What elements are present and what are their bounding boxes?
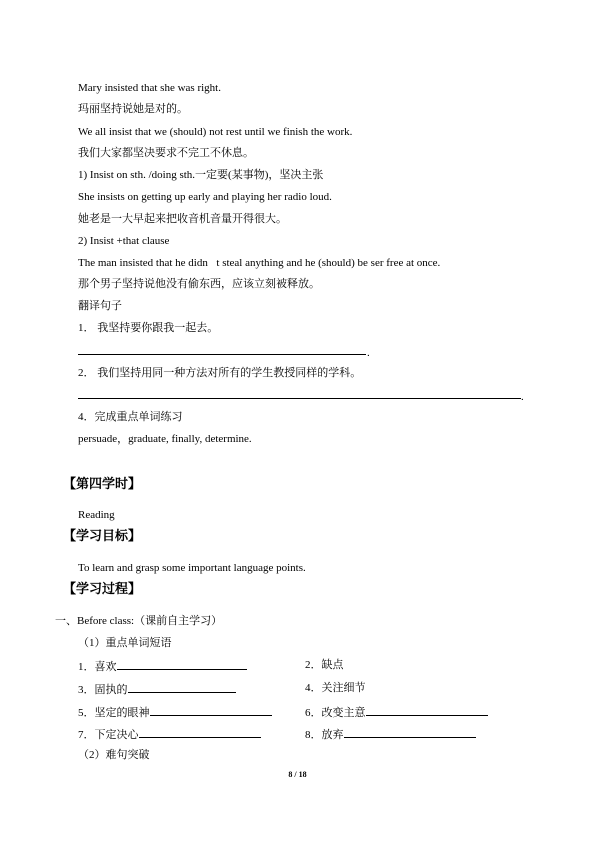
section-heading: 【第四学时】 (63, 476, 142, 491)
text-line: She insists on getting up early and playing her radio loud. (78, 191, 332, 203)
vocab-label: 1．喜欢 (78, 661, 117, 673)
section-heading: 【学习目标】 (63, 528, 142, 543)
vocab-label: 3．固执的 (78, 684, 128, 696)
vocab-blank[interactable] (150, 704, 272, 716)
answer-period: . (367, 347, 370, 359)
text-line: 2) Insist +that clause (78, 235, 170, 247)
answer-period: . (521, 391, 524, 403)
vocab-item (78, 658, 247, 674)
vocab-blank[interactable] (139, 726, 261, 738)
text-line: 1) Insist on sth. /doing sth.一定要(某事物)，坚决主张 (78, 169, 324, 181)
before-class-title: 一、Before class:（课前自主学习） (55, 615, 223, 627)
text-line: Mary insisted that she was right. (78, 82, 221, 94)
text-line: persuade，graduate, finally, determine. (78, 433, 252, 445)
vocab-item (78, 726, 261, 742)
vocab-item (78, 704, 272, 720)
vocab-blank[interactable] (344, 726, 476, 738)
vocab-item (305, 726, 476, 742)
vocab-label: 5．坚定的眼神 (78, 707, 150, 719)
text-line: The man insisted that he didn t steal anything and he (should) be ser free at once. (78, 257, 441, 269)
vocab-item (305, 704, 488, 720)
text-line: 她老是一大早起来把收音机音量开得很大。 (78, 213, 287, 225)
vocab-blank[interactable] (117, 658, 247, 670)
vocab-label: 7．下定决心 (78, 729, 139, 741)
section-heading: 【学习过程】 (63, 581, 142, 596)
vocab-item (305, 658, 344, 672)
vocab-item (78, 681, 236, 697)
text-line: 那个男子坚持说他没有偷东西，应该立刻被释放。 (78, 278, 320, 290)
question-2: 2． 我们坚持用同一种方法对所有的学生教授同样的学科。 (78, 367, 362, 379)
answer-line-2[interactable] (78, 398, 521, 399)
vocab-label: 2．缺点 (305, 659, 344, 671)
vocab-blank[interactable] (366, 704, 488, 716)
vocab-blank[interactable] (128, 681, 236, 693)
text-line: We all insist that we (should) not rest until we finish the work. (78, 126, 353, 138)
subheading: （1）重点单词短语 (78, 637, 172, 649)
question-1: 1． 我坚持要你跟我一起去。 (78, 322, 219, 334)
answer-line-1[interactable] (78, 354, 366, 355)
text-line: 玛丽坚持说她是对的。 (78, 103, 188, 115)
text-line: 翻译句子 (78, 300, 122, 312)
vocab-label: 6．改变主意 (305, 707, 366, 719)
text-line: 我们大家都坚决要求不完工不休息。 (78, 147, 254, 159)
vocab-label: 8．放弃 (305, 729, 344, 741)
vocab-label: 4．关注细节 (305, 682, 366, 694)
subheading: （2）难句突破 (78, 749, 150, 761)
vocab-item (305, 681, 366, 695)
text-line: 4．完成重点单词练习 (78, 411, 183, 423)
text-line: Reading (78, 509, 115, 521)
text-line: To learn and grasp some important language points. (78, 562, 306, 574)
page-number: 8 / 18 (288, 770, 307, 779)
